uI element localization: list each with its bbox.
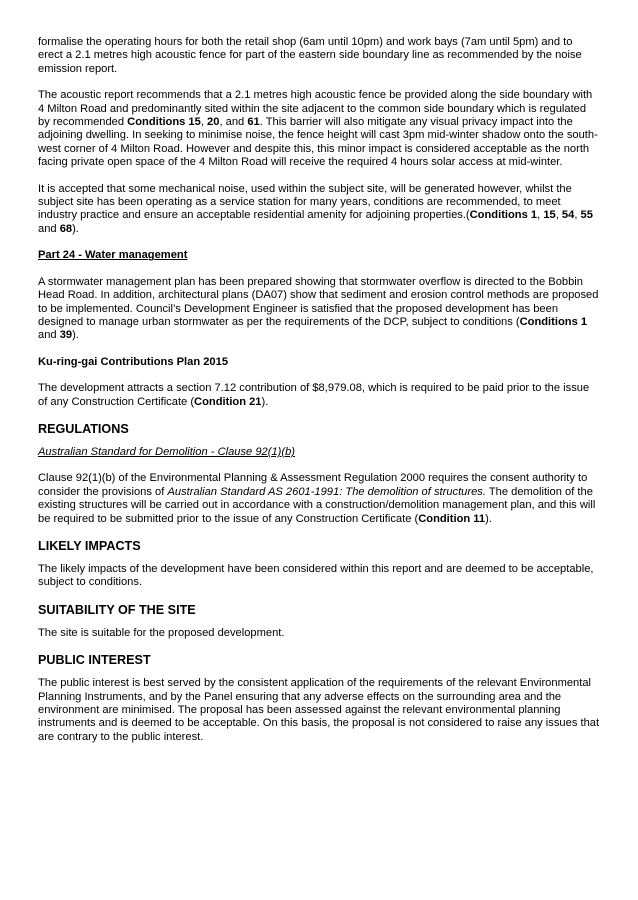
paragraph-stormwater: A stormwater management plan has been prepared showing that stormwater overflow is directed to the Bobbin Head Road. In addition, architectural plans (DA07) show that sediment and erosion control methods are proposed to be implemented. Council’s Development Engineer is satisfied that the proposed development has been designed to manage urban stormwater as per the requirements of the DCP, subject to conditions (Conditions 1 and 39). <box>38 275 599 342</box>
condition-ref: 55 <box>580 209 593 222</box>
condition-ref: Conditions 1 <box>469 209 538 222</box>
heading-likely-impacts: LIKELY IMPACTS <box>38 538 141 553</box>
condition-ref: 39 <box>59 329 73 342</box>
subheading-contributions-plan: Ku-ring-gai Contributions Plan 2015 <box>38 355 229 368</box>
paragraph-suitability: The site is suitable for the proposed development. <box>38 626 285 639</box>
condition-ref: 20 <box>207 116 220 129</box>
document-page <box>38 36 600 744</box>
condition-ref: Condition 11 <box>418 512 486 525</box>
standard-reference: Australian Standard AS 2601-1991: The demolition of structures. <box>167 485 486 498</box>
paragraph-operating-hours: formalise the operating hours for both the retail shop (6am until 10pm) and work bays (7am until 5pm) and to erect a 2.1 metres high acoustic fence for part of the eastern side boundary line as recommended by the noise emission report. <box>38 36 582 75</box>
condition-ref: 61 <box>247 116 260 129</box>
paragraph-likely-impacts: The likely impacts of the development have been considered within this report and are deemed to be acceptable, subject to conditions. <box>38 562 594 589</box>
condition-ref: Conditions 1 <box>519 315 588 328</box>
heading-regulations: REGULATIONS <box>38 421 129 436</box>
condition-ref: Conditions 15 <box>127 116 201 129</box>
subheading-water-management: Part 24 - Water management <box>38 249 188 262</box>
condition-ref: 68 <box>59 222 73 235</box>
heading-public-interest: PUBLIC INTEREST <box>38 653 151 668</box>
condition-ref: Condition 21 <box>194 395 262 408</box>
heading-suitability: SUITABILITY OF THE SITE <box>38 602 196 617</box>
paragraph-mechanical-noise: It is accepted that some mechanical noise, used within the subject site, will be generated however, whilst the subject site has been operating as a service station for many years, conditions are recommended, to meet industry practice and ensure an acceptable residential amenity for adjoining properties.(Conditions 1, 15, 54, 55 and 68). <box>38 182 593 235</box>
subheading-demolition: Australian Standard for Demolition - Clause 92(1)(b) <box>38 445 295 458</box>
paragraph-acoustic-fence: The acoustic report recommends that a 2.1 metres high acoustic fence be provided along the side boundary with 4 Milton Road and predominantly sited within the site adjacent to the common side boundary which is regulated by recommended Conditions 15, 20, and 61. This barrier will also mitigate any visual privacy impact into the adjoining dwelling. In seeking to minimise noise, the fence height will cast 3pm mid-winter shadow onto the south-west corner of 4 Milton Road. However and despite this, this minor impact is considered acceptable as the north facing private open space of the 4 Milton Road will receive the required 4 hours solar access at mid-winter. <box>38 89 598 169</box>
paragraph-public-interest: The public interest is best served by the consistent application of the requirements of the relevant Environmental Planning Instruments, and by the Panel ensuring that any adverse effects on the surrounding area and the environment are minimised. The proposal has been assessed against the relevant environmental planning instruments and is deemed to be acceptable. On this basis, the proposal is not considered to raise any issues that are contrary to the public interest. <box>38 677 600 743</box>
paragraph-demolition: Clause 92(1)(b) of the Environmental Planning & Assessment Regulation 2000 requires the consent authority to consider the provisions of Australian Standard AS 2601-1991: The demolition of structures. The demolition of the existing structures will be carried out in accordance with a construction/demolition management plan, and this will be required to be submitted prior to the issue of any Construction Certificate (Condition 11). <box>38 472 596 525</box>
paragraph-contribution: The development attracts a section 7.12 contribution of $8,979.08, which is required to be paid prior to the issue of any Construction Certificate (Condition 21). <box>38 382 590 408</box>
condition-ref: 54 <box>561 209 575 222</box>
condition-ref: 15 <box>543 209 556 222</box>
